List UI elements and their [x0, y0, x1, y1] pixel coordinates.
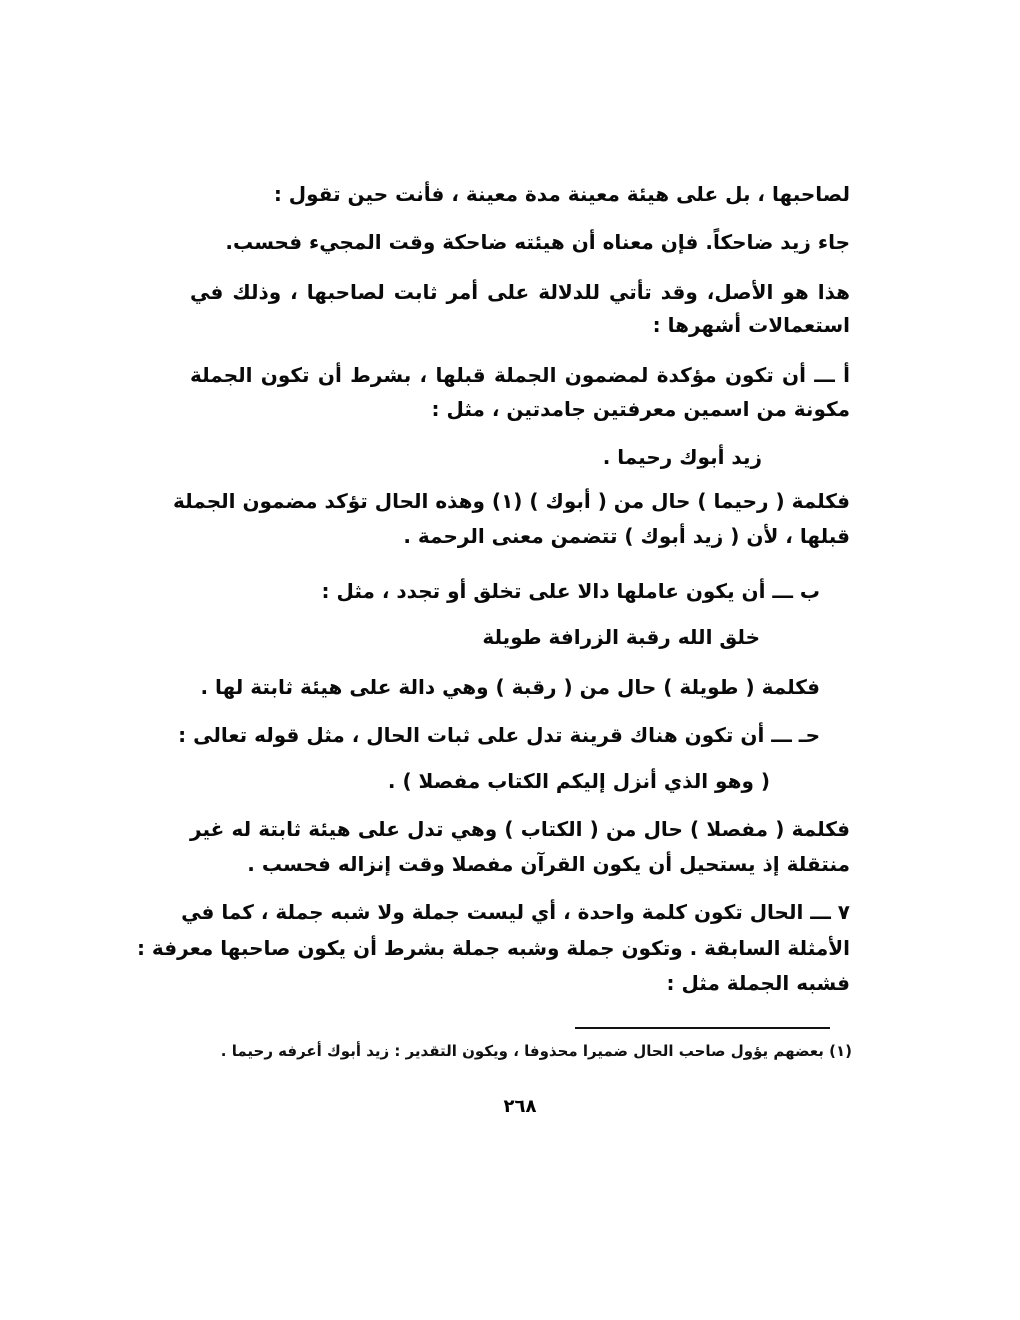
body-line-1: لصاحبها ، بل على هيئة معينة مدة معينة ، فأنت حين تقول : [273, 182, 850, 206]
body-line-8: فكلمة ( رحيما ) حال من ( أبوك ) (١) وهذه الحال تؤكد مضمون الجملة [173, 489, 850, 513]
body-line-13-item-c: حـ ـــ أن تكون هناك قرينة تدل على ثبات الحال ، مثل قوله تعالى : [178, 723, 820, 747]
body-line-9: قبلها ، لأن ( زيد أبوك ) تتضمن معنى الرحمة . [403, 524, 850, 548]
footnote-divider [575, 1027, 830, 1029]
body-line-19: فشبه الجملة مثل : [666, 971, 850, 995]
body-line-17-point-7: ٧ ـــ الحال تكون كلمة واحدة ، أي ليست جملة ولا شبه جملة ، كما في [181, 900, 850, 924]
body-line-3: هذا هو الأصل، وقد تأتي للدلالة على أمر ثابت لصاحبها ، وذلك في [190, 280, 850, 304]
example-line-1: زيد أبوك رحيما . [602, 445, 762, 469]
footnote-1: (١) بعضهم يؤول صاحب الحال ضميرا محذوفا ، ويكون التقدير : زيد أبوك أعرفه رحيما . [220, 1042, 852, 1060]
body-line-5-item-a: أ ـــ أن تكون مؤكدة لمضمون الجملة قبلها ، بشرط أن تكون الجملة [190, 363, 850, 387]
body-line-10-item-b: ب ـــ أن يكون عاملها دالا على تخلق أو تجدد ، مثل : [321, 579, 820, 603]
body-line-2: جاء زيد ضاحكاً. فإن معناه أن هيئته ضاحكة وقت المجيء فحسب. [225, 230, 850, 254]
example-line-2: خلق الله رقبة الزرافة طويلة [482, 625, 760, 649]
body-line-16: منتقلة إذ يستحيل أن يكون القرآن مفصلا وقت إنزاله فحسب . [247, 852, 850, 876]
body-line-6: مكونة من اسمين معرفتين جامدتين ، مثل : [431, 397, 850, 421]
quran-quote-line: ( وهو الذي أنزل إليكم الكتاب مفصلا ) . [387, 769, 770, 793]
body-line-18: الأمثلة السابقة . وتكون جملة وشبه جملة بشرط أن يكون صاحبها معرفة : [136, 936, 850, 960]
body-line-4: استعمالات أشهرها : [652, 313, 850, 337]
body-line-15: فكلمة ( مفصلا ) حال من ( الكتاب ) وهي تدل على هيئة ثابتة له غير [190, 817, 850, 841]
body-line-12: فكلمة ( طويلة ) حال من ( رقبة ) وهي دالة على هيئة ثابتة لها . [200, 675, 820, 699]
page-number: ٢٦٨ [503, 1096, 537, 1117]
